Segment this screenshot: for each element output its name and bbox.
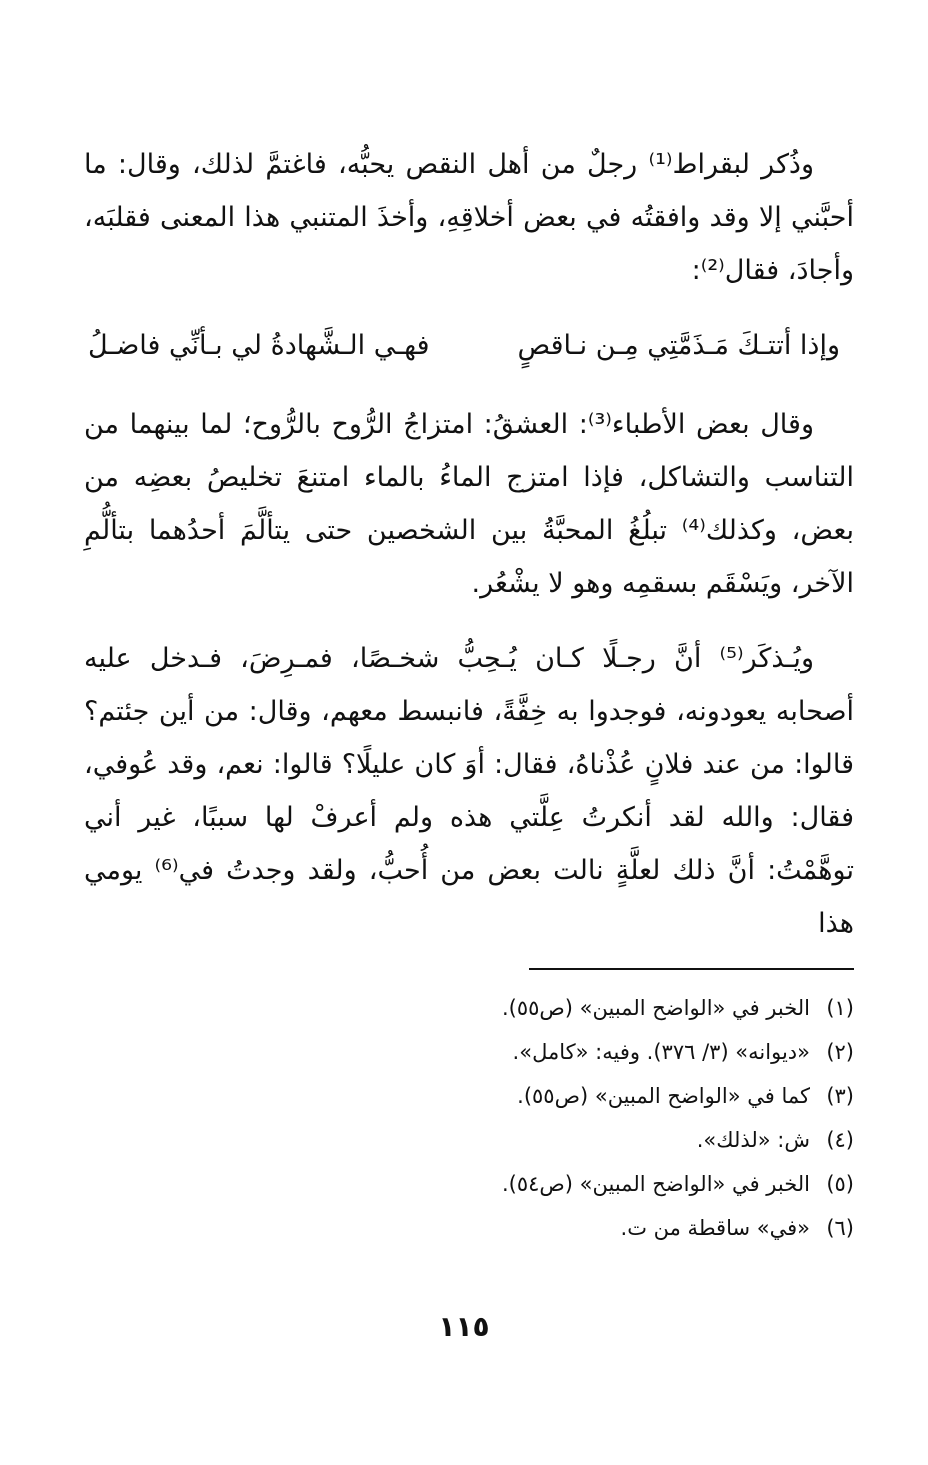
footnote-text: ش: «لذلك». <box>696 1128 810 1152</box>
footnote-number: (٢) <box>826 1040 854 1064</box>
footnote-1 <box>294 986 854 1030</box>
footnote-number: (٤) <box>826 1128 854 1152</box>
footnote-5 <box>294 1162 854 1206</box>
poem-second-hemistich: فهـي الـشَّهادةُ لي بـأنِّي فاضـلُ <box>88 330 430 361</box>
footnote-6 <box>294 1206 854 1250</box>
paragraph-2: وقال بعض الأطباء⁽³⁾: العشقُ: امتزاجُ الرُّوح بالرُّوح؛ لما بينهما من التناسب والتشاكل، فإذا امتزج الماءُ بالماء امتنعَ تخليصُ بعضِه من بعض، وكذلك⁽⁴⁾ تبلُغُ المحبَّةُ بين الشخصين حتى يتألَّمَ أحدُهما بتألُّمِ الآخر، ويَسْقَم بسقمِه وهو لا يشْعُر. <box>84 409 854 599</box>
footnote-4 <box>294 1118 854 1162</box>
footnote-3 <box>294 1074 854 1118</box>
footnote-number: (١) <box>826 996 854 1020</box>
footnote-text: «ديوانه» (٣/ ٣٧٦). وفيه: «كامل». <box>512 1040 810 1064</box>
footnote-number: (٦) <box>826 1216 854 1240</box>
footnote-separator <box>529 968 854 970</box>
poem-first-hemistich: وإذا أتتـكَ مَـذَمَّتِي مِـن نـاقصٍ <box>517 330 840 361</box>
page-number: ١١٥ <box>438 1310 490 1343</box>
footnote-text: الخبر في «الواضح المبين» (ص٥٤). <box>501 1172 810 1196</box>
main-text <box>84 138 854 972</box>
poem-verse <box>84 319 854 372</box>
footnote-text: كما في «الواضح المبين» (ص٥٥). <box>517 1084 810 1108</box>
footnote-2 <box>294 1030 854 1074</box>
footnote-number: (٣) <box>826 1084 854 1108</box>
footnotes <box>294 986 854 1250</box>
footnote-text: الخبر في «الواضح المبين» (ص٥٥). <box>501 996 810 1020</box>
footnote-text: «في» ساقطة من ت. <box>620 1216 810 1240</box>
paragraph-3: ويُـذكَر⁽⁵⁾ أنَّ رجـلًا كـان يُـحِبُّ شخـصًا، فمـرِضَ، فـدخل عليه أصحابه يعودونه، فوجدوا به خِفَّةً، فانبسط معهم، وقال: من أين جئتم؟ قالوا: من عند فلانٍ عُذْناهُ، فقال: أوَ كان عليلًا؟ قالوا: نعم، وقد عُوفي، فقال: والله لقد أنكرتُ عِلَّتي هذه ولم أعرفْ لها سببًا، غير أني توهَّمْتُ: أنَّ ذلك لعلَّةٍ نالت بعض من أُحبُّ، ولقد وجدتُ في⁽⁶⁾ يومي هذا <box>84 643 854 939</box>
paragraph-1: وذُكر لبقراط⁽¹⁾ رجلٌ من أهل النقص يحبُّه، فاغتمَّ لذلك، وقال: ما أحبَّني إلا وقد وافقتُه في بعض أخلاقِهِ، وأخذَ المتنبي هذا المعنى فقلبَه، وأجادَ، فقال⁽²⁾: <box>84 149 854 286</box>
footnote-number: (٥) <box>826 1172 854 1196</box>
